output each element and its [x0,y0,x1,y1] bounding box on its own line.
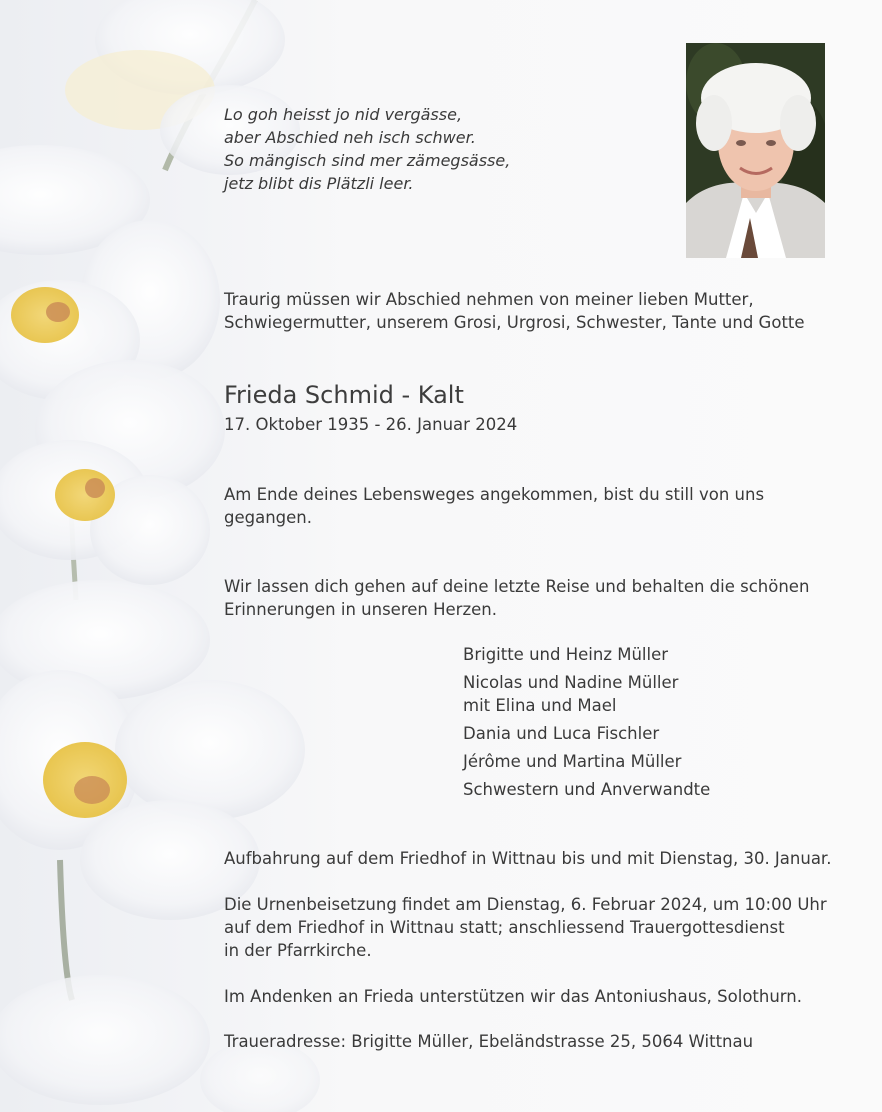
memorial-donation: Im Andenken an Frieda unterstützen wir das Antoniushaus, Solothurn. [224,987,802,1006]
mourner-entry [463,722,710,745]
poem-line: So mängisch sind mer zämegsässe, [224,151,511,170]
intro-text [224,288,805,334]
burial-line: in der Pfarrkirche. [224,941,372,960]
deceased-name: Frieda Schmid - Kalt [224,381,464,409]
poem [224,103,510,195]
burial-line: auf dem Friedhof in Wittnau statt; anschliessend Trauergottesdienst [224,918,785,937]
poem-line: aber Abschied neh isch schwer. [224,128,476,147]
mourner-name: Nicolas und Nadine Müller [463,673,679,692]
paragraph-line: Erinnerungen in unseren Herzen. [224,600,497,619]
mourners-list [463,643,710,806]
mourner-name: mit Elina und Mael [463,696,617,715]
paragraph-line: Am Ende deines Lebensweges angekommen, bist du still von uns [224,485,765,504]
intro-line: Schwiegermutter, unserem Grosi, Urgrosi, Schwester, Tante und Gotte [224,313,805,332]
life-dates: 17. Oktober 1935 - 26. Januar 2024 [224,415,518,434]
mourner-entry [463,671,710,717]
paragraph-memories [224,575,809,621]
mourner-entry [463,643,710,666]
intro-line: Traurig müssen wir Abschied nehmen von meiner lieben Mutter, [224,290,754,309]
mourner-name: Schwestern und Anverwandte [463,780,711,799]
mourner-entry [463,750,710,773]
mourner-name: Dania und Luca Fischler [463,724,660,743]
burial-notice [224,893,827,962]
burial-line: Die Urnenbeisetzung findet am Dienstag, 6. Februar 2024, um 10:00 Uhr [224,895,827,914]
poem-line: jetz blibt dis Plätzli leer. [224,174,414,193]
viewing-notice: Aufbahrung auf dem Friedhof in Wittnau bis und mit Dienstag, 30. Januar. [224,849,832,868]
poem-line: Lo goh heisst jo nid vergässe, [224,105,463,124]
paragraph-journey [224,483,764,529]
mourner-entry [463,778,710,801]
mourner-name: Brigitte und Heinz Müller [463,645,669,664]
paragraph-line: gegangen. [224,508,312,527]
mourning-address: Traueradresse: Brigitte Müller, Ebeländstrasse 25, 5064 Wittnau [224,1032,754,1051]
portrait-photo [686,43,825,258]
mourner-name: Jérôme und Martina Müller [463,752,682,771]
paragraph-line: Wir lassen dich gehen auf deine letzte Reise und behalten die schönen [224,577,810,596]
